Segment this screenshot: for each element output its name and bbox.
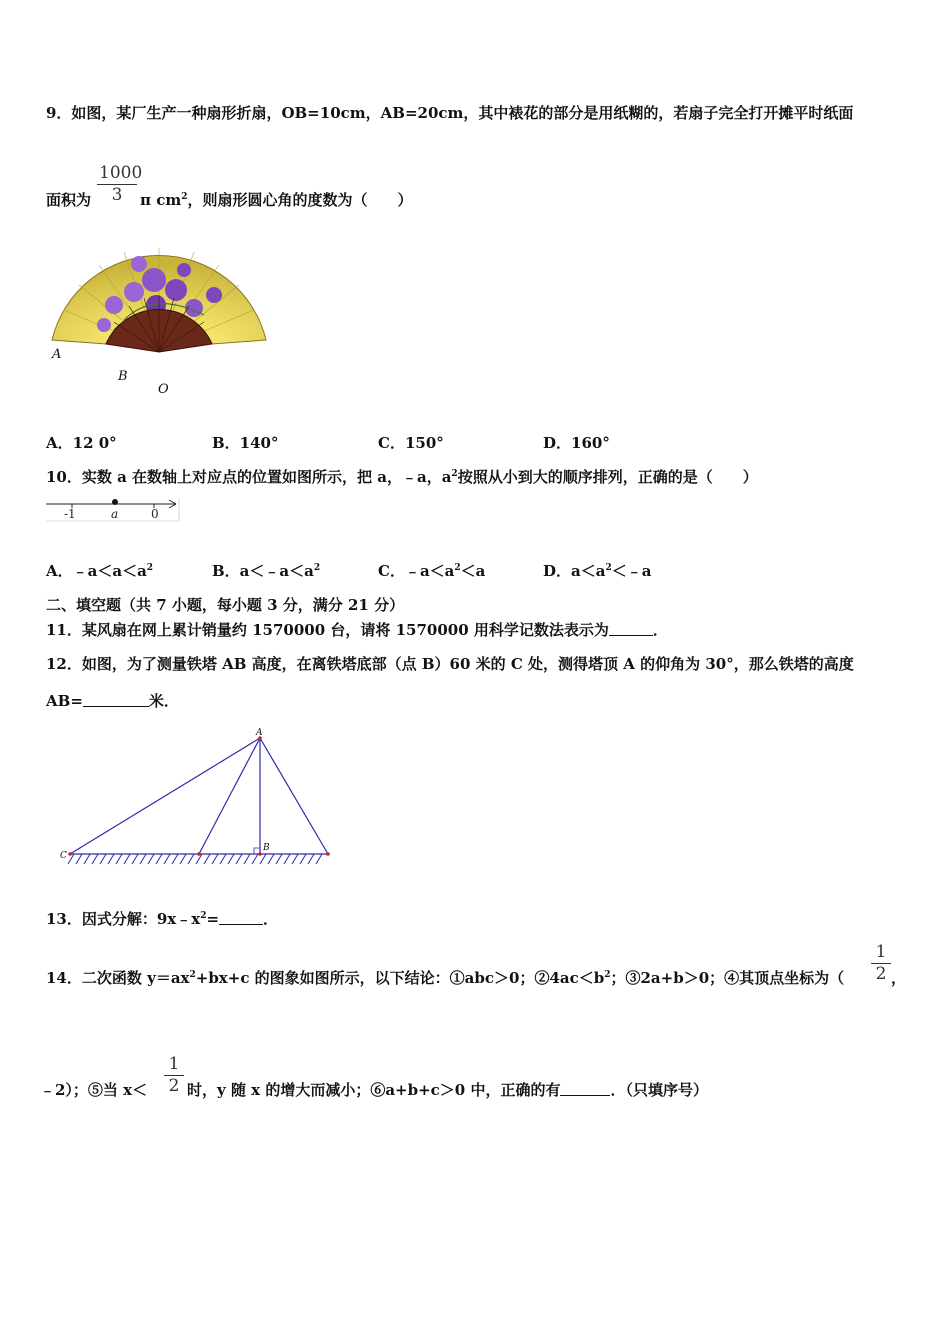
q9-fraction-denominator: 3: [111, 185, 123, 205]
q14-comma: ，: [891, 969, 907, 987]
triangle-label-C: C: [60, 851, 67, 861]
hatch-mark: [244, 854, 250, 864]
hatch-mark: [108, 854, 114, 864]
hatch-mark: [76, 854, 82, 864]
number-line-figure: [44, 494, 184, 526]
axis-label-a: a: [111, 507, 119, 521]
q13-sup: 2: [200, 911, 207, 921]
section-heading: 二、填空题（共 7 小题，每小题 3 分，满分 21 分）: [46, 596, 405, 614]
q13-answer-blank[interactable]: [219, 912, 263, 925]
fan-figure: [44, 240, 274, 400]
q9-option-d: D．160°: [543, 434, 610, 452]
hatch-mark: [84, 854, 90, 864]
q14-p2: +bx+c 的图象如图所示，以下结论：①abc＞0；②4ac＜b: [195, 969, 605, 987]
q10-option-c-sup: 2: [454, 563, 461, 573]
q10-option-d-sup: 2: [605, 563, 612, 573]
q10-stem-pre: 10．实数 a 在数轴上对应点的位置如图所示，把 a，﹣a，a: [46, 468, 452, 486]
q12-line2: [46, 690, 179, 711]
q9-option-c: C．150°: [378, 434, 444, 452]
q14-fraction-denominator: 2: [875, 964, 887, 984]
triangle-label-B: B: [263, 843, 270, 853]
q12-line1: 12．如图，为了测量铁塔 AB 高度，在离铁塔底部（点 B）60 米的 C 处，测得塔顶 A 的仰角为 30°，那么铁塔的高度: [46, 655, 854, 673]
hatch-mark: [268, 854, 274, 864]
q14-line2: [187, 1079, 708, 1100]
hatch-mark: [308, 854, 314, 864]
q11-text: 11．某风扇在网上累计销量约 1570000 台，请将 1570000 用科学记数法表示为: [46, 621, 609, 639]
q9-line2: [140, 189, 413, 210]
q14-line2-a: ﹣2）；⑤当 x＜: [40, 1081, 148, 1099]
hatch-mark: [140, 854, 146, 864]
q10-option-b-sup: 2: [313, 563, 321, 573]
hatch-mark: [156, 854, 162, 864]
q14-p2-sup: 2: [604, 970, 611, 980]
hatch-mark: [148, 854, 154, 864]
q9-option-b: B．140°: [212, 434, 279, 452]
q10-option-b-pre: B．a＜﹣a＜a: [212, 562, 314, 580]
q10-option-a-sup: 2: [146, 563, 154, 573]
q11-line: [46, 619, 668, 640]
q13-post: =: [206, 910, 220, 928]
q9-line2-pre: 面积为: [46, 191, 92, 209]
hatch-mark: [236, 854, 242, 864]
q14-line1: [46, 967, 844, 988]
ground-hatching: [68, 854, 322, 864]
q13-line: [46, 908, 278, 929]
q14-x-fraction: [164, 1054, 184, 1096]
q10-option-c-post: ＜a: [460, 562, 486, 580]
q14-x-fraction-denominator: 2: [168, 1076, 180, 1096]
hatch-mark: [316, 854, 322, 864]
triangle-label-A: A: [256, 728, 263, 738]
q10-option-c-pre: C．﹣a＜a: [378, 562, 455, 580]
q10-stem-sup: 2: [451, 469, 458, 479]
hatch-mark: [116, 854, 122, 864]
hatch-mark: [124, 854, 130, 864]
q9-unit-sup: 2: [181, 192, 188, 202]
hatch-mark: [276, 854, 282, 864]
q10-option-d-pre: D．a＜a: [543, 562, 606, 580]
q12-line2-pre: AB=: [46, 692, 83, 710]
q10-option-d: [543, 560, 651, 581]
q14-line2-b: 时，y 随 x 的增大而减小；⑥a+b+c＞0 中，正确的有: [187, 1081, 561, 1099]
q9-fraction-numerator: 1000: [99, 163, 143, 183]
q11-post: ．: [652, 621, 668, 639]
q10-option-c: [378, 560, 485, 581]
hatch-mark: [252, 854, 258, 864]
q9-option-a: A．12 0°: [46, 434, 117, 452]
q14-x-fraction-numerator: 1: [168, 1054, 180, 1074]
q14-fraction-numerator: 1: [875, 942, 887, 962]
q10-stem-post: 按照从小到大的顺序排列，正确的是（ ）: [457, 468, 758, 486]
q14-vertex-fraction: [871, 942, 891, 984]
hatch-mark: [284, 854, 290, 864]
axis-label-neg1: -1: [64, 507, 76, 521]
point-a-dot: [112, 499, 118, 505]
hatch-mark: [180, 854, 186, 864]
fan-label-A: A: [52, 347, 62, 362]
q9-line2-post: ，则扇形圆心角的度数为（ ）: [187, 191, 413, 209]
hatch-mark: [188, 854, 194, 864]
q9-line1: 9．如图，某厂生产一种扇形折扇，OB=10cm，AB=20cm，其中裱花的部分是用纸糊的，若扇子完全打开摊平时纸面: [46, 104, 854, 122]
hatch-mark: [228, 854, 234, 864]
axis-label-zero: 0: [151, 507, 159, 521]
q10-option-a-pre: A．﹣a＜a＜a: [46, 562, 147, 580]
hatch-mark: [164, 854, 170, 864]
q12-line2-post: 米．: [148, 692, 179, 710]
q10-option-a: [46, 560, 153, 581]
q14-p1-sup: 2: [189, 970, 196, 980]
q14-p3: ；③2a+b＞0；④其顶点坐标为（: [610, 969, 845, 987]
q10-option-b: [212, 560, 320, 581]
q14-p1: 14．二次函数 y＝ax: [46, 969, 190, 987]
fan-label-O: O: [158, 382, 169, 397]
tower-triangle-figure: [56, 724, 338, 870]
q13-end: ．: [263, 910, 279, 928]
hatch-mark: [212, 854, 218, 864]
q9-pi-unit: π cm: [140, 191, 182, 209]
hatch-mark: [300, 854, 306, 864]
hatch-mark: [100, 854, 106, 864]
hatch-mark: [220, 854, 226, 864]
q10-stem: [46, 466, 758, 487]
q9-fraction: [97, 163, 143, 205]
q14-line2-c: ．（只填序号）: [610, 1081, 708, 1099]
q10-option-d-post: ＜﹣a: [611, 562, 652, 580]
q14-answer-blank[interactable]: [560, 1083, 610, 1096]
hatch-mark: [68, 854, 74, 864]
hatch-mark: [172, 854, 178, 864]
hatch-mark: [92, 854, 98, 864]
q13-pre: 13．因式分解：9x﹣x: [46, 910, 201, 928]
hatch-mark: [292, 854, 298, 864]
hatch-mark: [132, 854, 138, 864]
q12-answer-blank[interactable]: [83, 694, 149, 707]
q11-answer-blank[interactable]: [609, 623, 653, 636]
fan-label-B: B: [118, 369, 128, 384]
hatch-mark: [204, 854, 210, 864]
